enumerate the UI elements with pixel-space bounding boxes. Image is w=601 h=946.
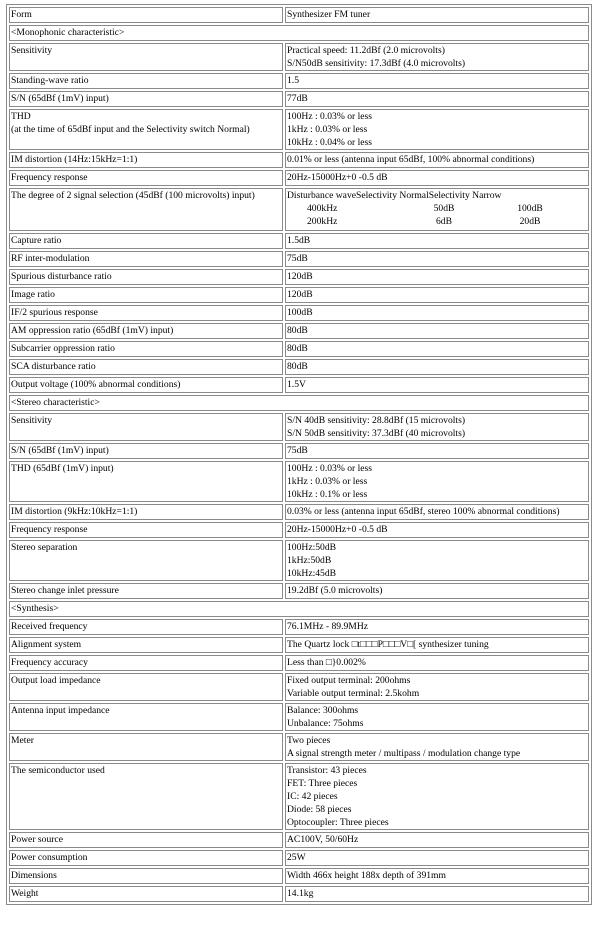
spec-label-line: S/N (65dBf (1mV) input) [11,93,109,104]
spec-value [285,377,589,393]
spec-label-line: Frequency response [11,524,88,535]
spec-label [9,7,283,23]
spec-value-line: S/N50dB sensitivity: 17.3dBf (4.0 microvolts) [287,58,466,69]
spec-row [9,233,589,249]
spec-value-line: S/N 50dB sensitivity: 37.3dBf (40 microvolts) [287,428,466,439]
spec-label [9,73,283,89]
spec-value [285,359,589,375]
spec-row [9,109,589,150]
spec-label [9,733,283,761]
spec-label [9,868,283,884]
spec-value [285,341,589,357]
spec-label-line: Antenna input impedance [11,705,110,716]
spec-row [9,91,589,107]
spec-value [285,637,589,653]
spec-value [285,287,589,303]
spec-label-line: Power consumption [11,852,88,863]
spec-row [9,619,589,635]
spec-row [9,655,589,671]
spec-value-line: 100Hz:50dB [287,542,337,553]
spec-label [9,43,283,71]
spec-label-line: THD (65dBf (1mV) input) [11,463,114,474]
spec-row [9,763,589,830]
spec-label [9,461,283,502]
spec-value-line: Synthesizer FM tuner [287,9,371,20]
spec-value [285,763,589,830]
spec-value [285,733,589,761]
spec-label [9,637,283,653]
selectivity-cell: 50dB [433,203,455,214]
spec-value-line: 20Hz-15000Hz+0 -0.5 dB [287,524,388,535]
spec-value [285,868,589,884]
spec-value [285,703,589,731]
spec-label-line: IM distortion (9kHz:10kHz=1:1) [11,506,138,517]
spec-value-line: AC100V, 50/60Hz [287,834,359,845]
spec-value-line: Less than □}0.002% [287,657,366,668]
spec-label-line: Frequency accuracy [11,657,88,668]
spec-table-body [9,7,589,902]
spec-row [9,323,589,339]
spec-label-line: Capture ratio [11,235,62,246]
selectivity-grid [307,202,587,228]
spec-value-line: 25W [287,852,306,863]
spec-label [9,850,283,866]
spec-value [285,73,589,89]
spec-label [9,763,283,830]
spec-row [9,522,589,538]
spec-row [9,170,589,186]
spec-value-line: 1.5dB [287,235,311,246]
spec-row [9,413,589,441]
spec-row [9,461,589,502]
spec-label-line: Image ratio [11,289,55,300]
spec-label-line: The degree of 2 signal selection (45dBf (100 microvolts) input) [11,190,255,201]
spec-value-line: 100Hz : 0.03% or less [287,463,372,474]
spec-value [285,522,589,538]
spec-row [9,269,589,285]
spec-value-line: 1kHz : 0.03% or less [287,124,368,135]
section-header: <Synthesis> [9,601,589,617]
spec-label [9,673,283,701]
spec-row [9,152,589,168]
spec-label-line: Dimensions [11,870,57,881]
spec-row [9,341,589,357]
spec-value [285,461,589,502]
spec-value-line: 0.03% or less (antenna input 65dBf, stereo 100% abnormal conditions) [287,506,560,517]
spec-label [9,583,283,599]
spec-label-line: Spurious disturbance ratio [11,271,112,282]
spec-value-line: IC: 42 pieces [287,791,338,802]
spec-label [9,413,283,441]
spec-value-line: 1.5 [287,75,299,86]
spec-label-line: Stereo separation [11,542,78,553]
spec-row [9,850,589,866]
spec-row [9,832,589,848]
spec-value-line: Transistor: 43 pieces [287,765,367,776]
spec-row [9,637,589,653]
spec-value [285,540,589,581]
spec-label [9,233,283,249]
spec-label [9,619,283,635]
spec-value-line: 75dB [287,253,308,264]
spec-value-line: Optocoupler: Three pieces [287,817,389,828]
spec-row [9,540,589,581]
spec-value-line: Diode: 58 pieces [287,804,352,815]
spec-value-line: Fixed output terminal: 200ohms [287,675,411,686]
spec-label-line: Stereo change inlet pressure [11,585,119,596]
spec-label-line: (at the time of 65dBf input and the Selectivity switch Normal) [11,124,250,135]
spec-value-line: 120dB [287,289,313,300]
spec-value [285,43,589,71]
spec-label-line: RF inter-modulation [11,253,90,264]
spec-label [9,152,283,168]
spec-label [9,377,283,393]
spec-value [285,251,589,267]
selectivity-cell: 20dB [519,216,541,227]
spec-value-line: 10kHz : 0.1% or less [287,489,368,500]
spec-label-line: AM oppression ratio (65dBf (1mV) input) [11,325,174,336]
spec-value-line: S/N 40dB sensitivity: 28.8dBf (15 microvolts) [287,415,466,426]
selectivity-cell: 400kHz [307,203,338,214]
spec-value-line: 80dB [287,325,308,336]
spec-value [285,673,589,701]
spec-label-line: S/N (65dBf (1mV) input) [11,445,109,456]
spec-value-line: Balance: 300ohms [287,705,359,716]
spec-value [285,91,589,107]
spec-label-line: Frequency response [11,172,88,183]
spec-value-line: 76.1MHz - 89.9MHz [287,621,369,632]
spec-label [9,109,283,150]
spec-label [9,443,283,459]
spec-label [9,832,283,848]
spec-value [285,655,589,671]
spec-row [9,287,589,303]
spec-value-line: 100Hz : 0.03% or less [287,111,372,122]
spec-value-line: Unbalance: 75ohms [287,718,364,729]
spec-row [9,73,589,89]
spec-value-line: 80dB [287,361,308,372]
spec-row [9,504,589,520]
spec-label-line: SCA disturbance ratio [11,361,96,372]
spec-value [285,583,589,599]
spec-value [285,109,589,150]
spec-label-line: Weight [11,888,39,899]
section-header: <Stereo characteristic> [9,395,589,411]
spec-row [9,188,589,231]
spec-value-line: 10kHz : 0.04% or less [287,137,372,148]
section-header-row [9,601,589,617]
spec-value [285,7,589,23]
spec-row [9,886,589,902]
spec-value [285,886,589,902]
spec-label-line: Output voltage (100% abnormal conditions) [11,379,181,390]
section-header-row [9,395,589,411]
spec-value [285,619,589,635]
spec-value [285,188,589,231]
spec-value-line: 120dB [287,271,313,282]
selectivity-cell: 6dB [436,216,452,227]
spec-value [285,269,589,285]
spec-label [9,540,283,581]
spec-label [9,251,283,267]
spec-value-line: Practical speed: 11.2dBf (2.0 microvolts) [287,45,445,56]
spec-value-line: Variable output terminal: 2.5kohm [287,688,420,699]
spec-label [9,269,283,285]
spec-label-line: THD [11,111,31,122]
spec-row [9,443,589,459]
spec-row [9,733,589,761]
spec-label [9,91,283,107]
spec-row [9,359,589,375]
spec-table [6,4,592,905]
section-header: <Monophonic characteristic> [9,25,589,41]
spec-value-line: Width 466x height 188x depth of 391mm [287,870,446,881]
spec-label-line: Form [11,9,32,20]
spec-label [9,305,283,321]
spec-value-line: 20Hz-15000Hz+0 -0.5 dB [287,172,388,183]
spec-row [9,583,589,599]
spec-label [9,655,283,671]
spec-value-line: Two pieces [287,735,331,746]
selectivity-cell: 200kHz [307,216,338,227]
spec-value-line: 14.1kg [287,888,314,899]
spec-value-line: FET: Three pieces [287,778,358,789]
spec-label [9,504,283,520]
spec-row [9,703,589,731]
spec-row [9,868,589,884]
spec-label [9,287,283,303]
spec-value-line: The Quartz lock □t□□□P□□□V□[ synthesizer tuning [287,639,489,650]
spec-value-line: 1.5V [287,379,306,390]
spec-value-line: 0.01% or less (antenna input 65dBf, 100% abnormal conditions) [287,154,535,165]
spec-value [285,832,589,848]
spec-label [9,323,283,339]
spec-label-line: Power source [11,834,63,845]
spec-value-line: 1kHz : 0.03% or less [287,476,368,487]
spec-value [285,305,589,321]
spec-row [9,251,589,267]
section-header-row [9,25,589,41]
spec-value [285,443,589,459]
spec-value [285,850,589,866]
spec-value [285,413,589,441]
spec-value-line: 75dB [287,445,308,456]
spec-value [285,504,589,520]
spec-label [9,170,283,186]
spec-label [9,341,283,357]
spec-row [9,377,589,393]
spec-label-line: Sensitivity [11,45,53,56]
spec-value-line: 100dB [287,307,313,318]
spec-row [9,305,589,321]
spec-label-line: Sensitivity [11,415,53,426]
spec-label-line: IM distortion (14Hz:15kHz=1:1) [11,154,138,165]
spec-value-line: A signal strength meter / multipass / modulation change type [287,748,521,759]
spec-value-line: 19.2dBf (5.0 microvolts) [287,585,383,596]
selectivity-cell: 100dB [517,203,543,214]
spec-row [9,7,589,23]
spec-label-line: IF/2 spurious response [11,307,98,318]
spec-label [9,188,283,231]
spec-label [9,703,283,731]
spec-label [9,522,283,538]
spec-label-line: Meter [11,735,34,746]
spec-value-line: 1kHz:50dB [287,555,332,566]
spec-value [285,152,589,168]
spec-label [9,359,283,375]
spec-label-line: Output load impedance [11,675,101,686]
spec-value [285,233,589,249]
spec-value [285,170,589,186]
spec-label-line: Received frequency [11,621,88,632]
spec-label-line: Subcarrier oppression ratio [11,343,115,354]
spec-row [9,43,589,71]
spec-value-line: 80dB [287,343,308,354]
spec-label-line: The semiconductor used [11,765,105,776]
spec-label-line: Standing-wave ratio [11,75,89,86]
spec-label [9,886,283,902]
spec-value-line: 10kHz:45dB [287,568,337,579]
spec-value-line: Disturbance waveSelectivity NormalSelectivity Narrow [287,190,502,201]
spec-row [9,673,589,701]
spec-label-line: Alignment system [11,639,82,650]
spec-value-line: 77dB [287,93,308,104]
spec-value [285,323,589,339]
